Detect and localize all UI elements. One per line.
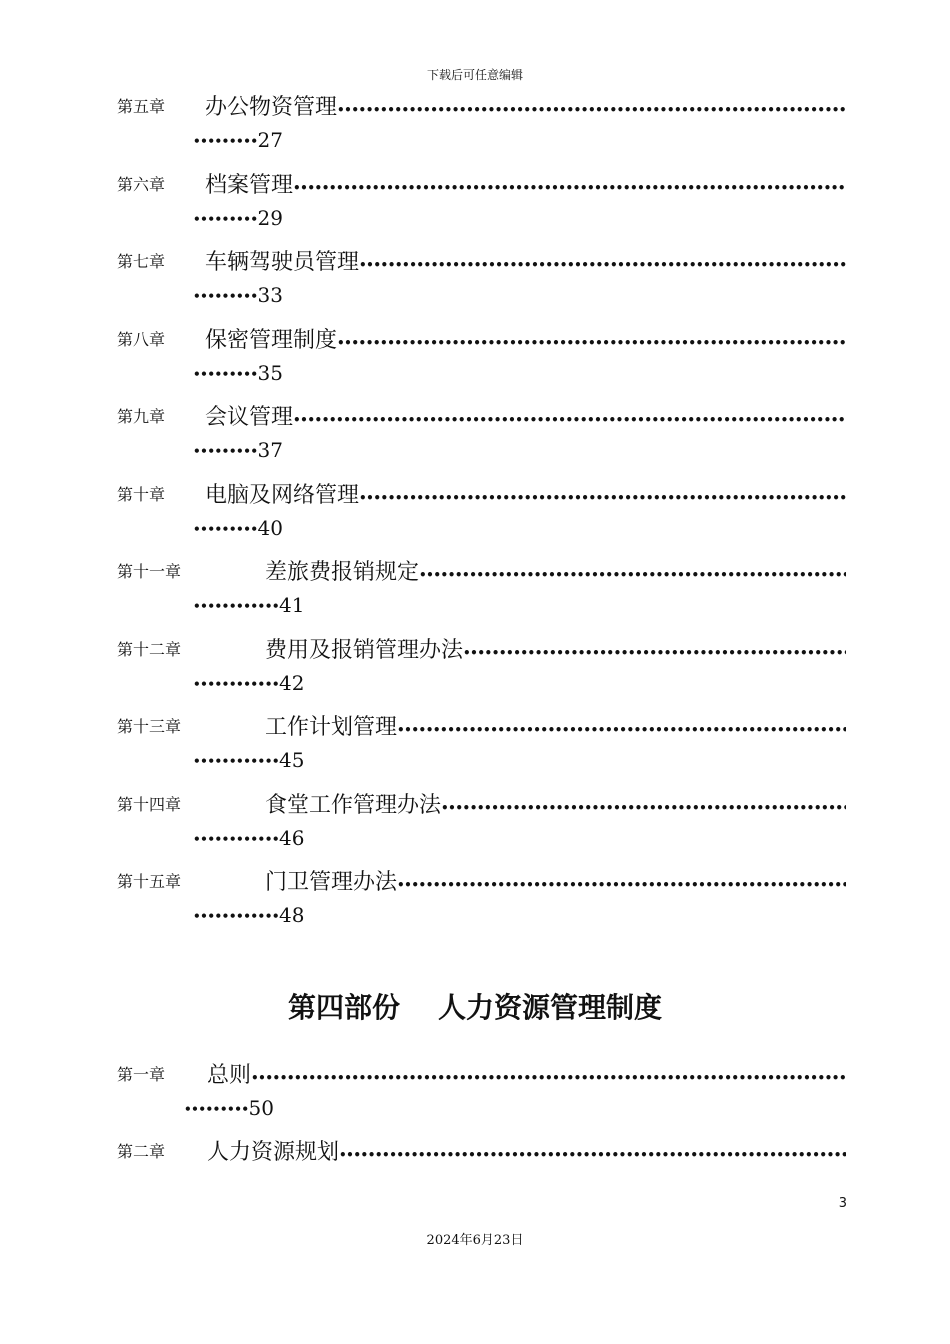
dot-leader-continued: ••••••••• [193, 134, 258, 148]
dot-leader [293, 181, 846, 199]
chapter-title: 档案管理 [205, 172, 294, 198]
chapter-title: 费用及报销管理办法 [265, 637, 464, 663]
chapter-number: 第二章 [117, 1142, 166, 1161]
dot-leader [251, 1071, 846, 1089]
page-reference: 33 [257, 283, 283, 307]
chapter-title: 门卫管理办法 [265, 870, 398, 895]
chapter-number: 第十章 [117, 484, 166, 504]
chapter-number: 第九章 [117, 407, 166, 426]
dot-leader-continued: ••••••••• [193, 366, 258, 381]
chapter-number: 第十一章 [117, 562, 182, 581]
dot-leader-continued: ••••••••• [193, 521, 258, 536]
chapter-number: 第十四章 [117, 794, 182, 814]
dot-leader [337, 103, 846, 121]
chapter-number: 第十二章 [117, 639, 182, 659]
dot-leader-continued: •••••••••••• [193, 599, 280, 613]
page-reference: 35 [257, 360, 283, 385]
part-number: 第四部份 [287, 991, 400, 1024]
dot-leader [441, 801, 846, 819]
dot-leader-continued: •••••••••••• [193, 831, 280, 846]
dot-leader-continued: •••••••••••• [193, 676, 280, 691]
dot-leader-continued: •••••••••••• [193, 909, 280, 923]
dot-leader-continued: ••••••••• [193, 444, 258, 458]
dot-leader-continued: •••••••••••• [193, 754, 280, 768]
chapter-number: 第五章 [117, 97, 166, 116]
page-reference: 46 [279, 825, 305, 850]
part-name: 人力资源管理制度 [438, 991, 663, 1024]
dot-leader [359, 491, 846, 509]
dot-leader [339, 1148, 846, 1166]
page-reference: 37 [257, 438, 283, 462]
page-reference: 40 [257, 515, 283, 540]
dot-leader [419, 568, 846, 586]
dot-leader [293, 413, 846, 431]
dot-leader [337, 336, 846, 354]
chapter-title: 差旅费报销规定 [265, 560, 420, 585]
chapter-number: 第十五章 [117, 872, 182, 891]
chapter-title: 保密管理制度 [205, 327, 338, 353]
chapter-title: 总则 [207, 1063, 252, 1088]
page-header: 下载后可任意编辑 [426, 68, 523, 82]
page-reference: 42 [279, 670, 305, 695]
dot-leader-continued: ••••••••• [193, 289, 258, 303]
chapter-title: 工作计划管理 [265, 715, 398, 740]
dot-leader-continued: ••••••••• [193, 211, 258, 226]
dot-leader-continued: ••••••••• [184, 1102, 249, 1116]
chapter-number: 第七章 [117, 252, 166, 271]
chapter-title: 电脑及网络管理 [205, 482, 360, 508]
page-reference: 50 [248, 1096, 274, 1120]
chapter-title: 食堂工作管理办法 [265, 792, 442, 818]
page-reference: 45 [279, 748, 305, 772]
part-heading [0, 986, 950, 1026]
chapter-number: 第六章 [117, 174, 166, 194]
dot-leader [397, 878, 846, 896]
dot-leader [397, 723, 846, 741]
page-reference: 41 [279, 593, 305, 617]
page-number: 3 [838, 1196, 847, 1211]
chapter-title: 会议管理 [205, 405, 294, 430]
chapter-number: 第十三章 [117, 717, 182, 736]
chapter-number: 第八章 [117, 329, 166, 349]
page-reference: 48 [279, 903, 305, 927]
dot-leader [463, 646, 846, 664]
chapter-number: 第一章 [117, 1065, 166, 1084]
page-footer-date: 2024年6月23日 [426, 1233, 524, 1248]
chapter-title: 车辆驾驶员管理 [205, 250, 360, 275]
page-reference: 27 [257, 128, 283, 152]
chapter-title: 人力资源规划 [207, 1140, 340, 1165]
dot-leader [359, 258, 846, 276]
chapter-title: 办公物资管理 [205, 95, 338, 120]
page-reference: 29 [257, 205, 283, 230]
